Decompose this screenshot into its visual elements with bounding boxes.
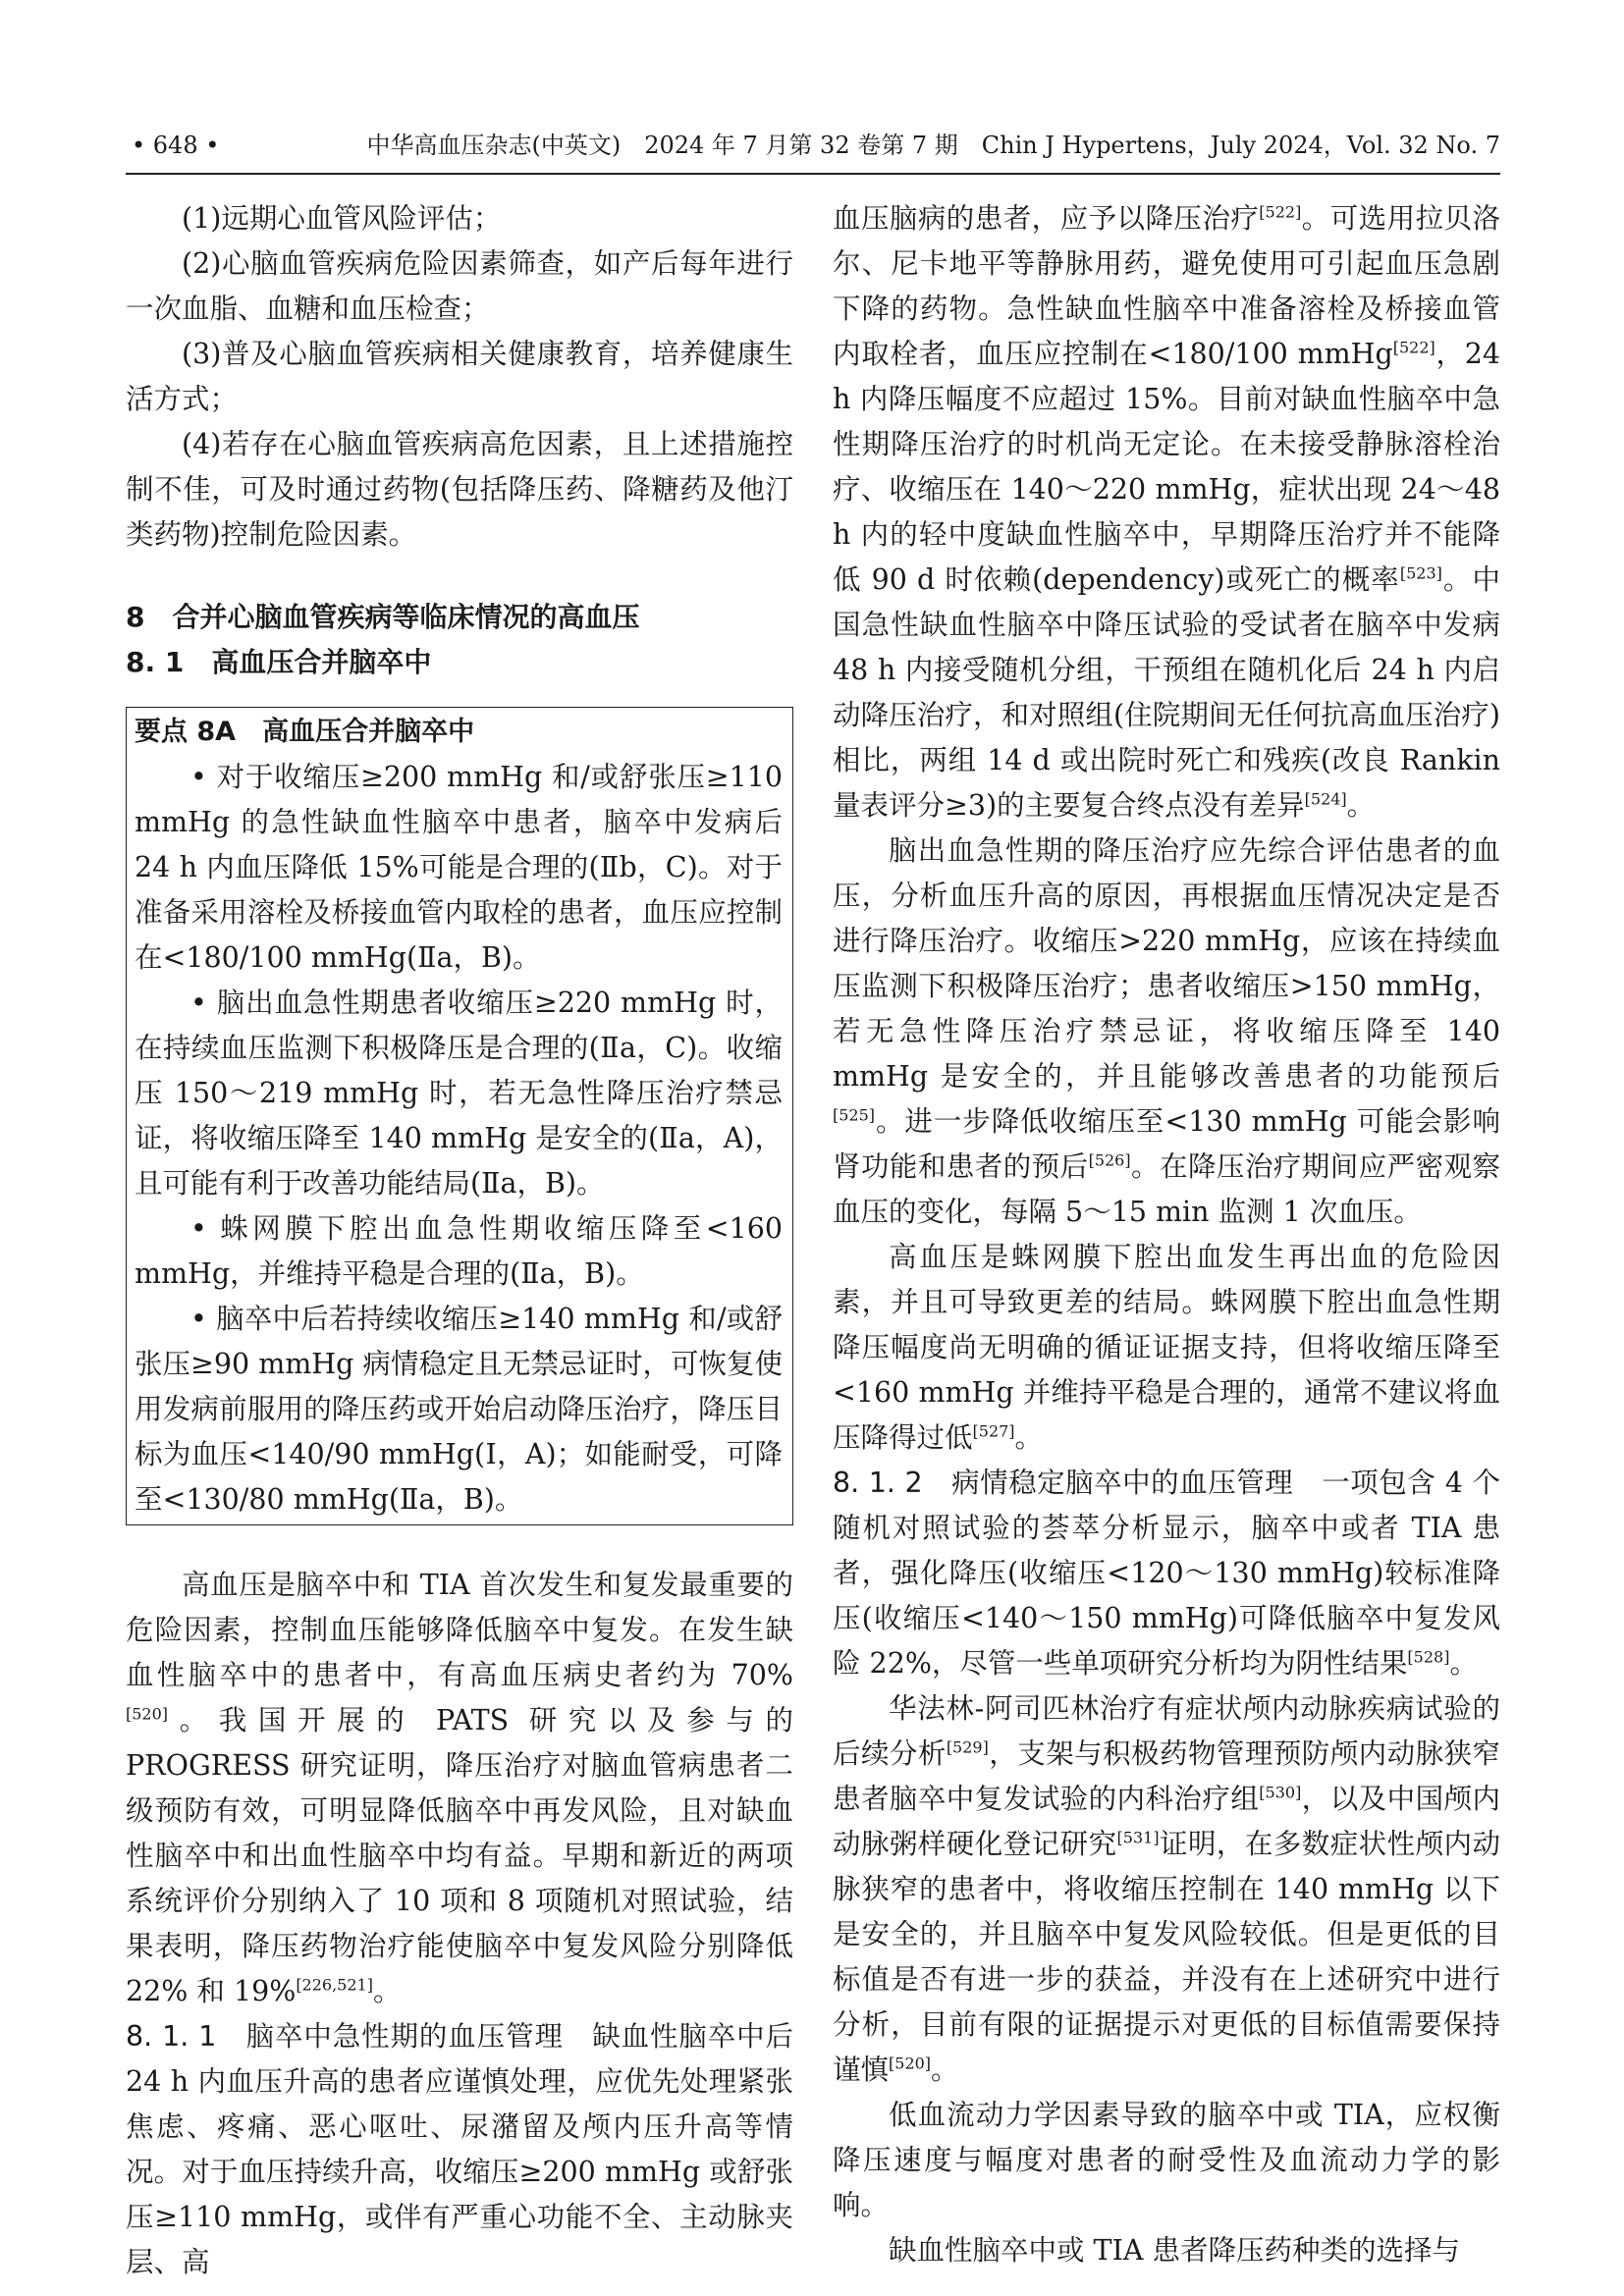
key-point-1: • 对于收缩压≥200 mmHg 和/或舒张压≥110 mmHg 的急性缺血性脑卒中患者，脑卒中发病后 24 h 内血压降低 15%可能是合理的(Ⅱb，C)。对于准备采用溶栓及桥接血管内取栓的患者，血压应控制在<180/100 mmHg(Ⅱa，B)。 <box>135 761 783 974</box>
body-paragraph: 血压脑病的患者，应予以降压治疗[522]。可选用拉贝洛尔、尼卡地平等静脉用药，避免使用可引起血压急剧下降的药物。急性缺血性脑卒中准备溶栓及桥接血管内取栓者，血压应控制在<180/100 mmHg[522]，24 h 内降压幅度不应超过 15%。目前对缺血性脑卒中急性期降压治疗的时机尚无定论。在未接受静脉溶栓治疗、收缩压在 140～220 mmHg，症状出现 24～48 h 内的轻中度缺血性脑卒中，早期降压治疗并不能降低 90 d 时依赖(dependency)或死亡的概率[523]。中国急性缺血性脑卒中降压试验的受试者在脑卒中发病 48 h 内接受随机分组，干预组在随机化后 24 h 内启动降压治疗，和对照组(住院期间无任何抗高血压治疗)相比，两组 14 d 或出院时死亡和残疾(改良 Rankin 量表评分≥3)的主要复合终点没有差异[524]。 <box>833 202 1500 822</box>
subsection-heading: 8. 1. 1 脑卒中急性期的血压管理 <box>126 2020 564 2053</box>
body-paragraph: 脑出血急性期的降压治疗应先综合评估患者的血压，分析血压升高的原因，再根据血压情况决定是否进行降压治疗。收缩压>220 mmHg，应该在持续血压监测下积极降压治疗；患者收缩压>150 mmHg，若无急性降压治疗禁忌证，将收缩压降至 140 mmHg 是安全的，并且能够改善患者的功能预后[525]。进一步降低收缩压至<130 mmHg 可能会影响肾功能和患者的预后[526]。在降压治疗期间应严密观察血压的变化，每隔 5～15 min 监测 1 次血压。 <box>833 834 1500 1228</box>
page-number: • 648 • <box>132 132 220 159</box>
key-points-title: 要点 8A 高血压合并脑卒中 <box>135 717 475 747</box>
subsection-8-1-1: 8. 1. 1 脑卒中急性期的血压管理 缺血性脑卒中后 24 h 内血压升高的患者应谨慎处理，应优先处理紧张焦虑、疼痛、恶心呕吐、尿潴留及颅内压升高等情况。对于血压持续升高，收缩压≥200 mmHg 或舒张压≥110 mmHg，或伴有严重心功能不全、主动脉夹层、高 <box>126 2020 793 2278</box>
right-column <box>833 196 1500 2273</box>
section-heading-8-1: 8. 1 高血压合并脑卒中 <box>126 646 432 678</box>
citation-ref: [527] <box>972 1421 1015 1441</box>
key-point-3: • 蛛网膜下腔出血急性期收缩压降至<160 mmHg，并维持平稳是合理的(Ⅱa，B)。 <box>135 1212 783 1290</box>
citation-ref: [529] <box>946 1737 989 1757</box>
citation-ref: [522] <box>1392 338 1435 357</box>
key-point-2: • 脑出血急性期患者收缩压≥220 mmHg 时，在持续血压监测下积极降压是合理的(Ⅱa，C)。收缩压 150～219 mmHg 时，若无急性降压治疗禁忌证，将收缩压降至 140 mmHg 是安全的(Ⅱa，A)，且可能有利于改善功能结局(Ⅱa，B)。 <box>135 987 783 1200</box>
citation-ref: [531] <box>1116 1828 1160 1847</box>
citation-ref: [520] <box>126 1704 169 1724</box>
journal-citation: 中华高血压杂志(中英文) 2024 年 7 月第 32 卷第 7 期 Chin J Hypertens，July 2024，Vol. 32 No. 7 <box>366 132 1500 159</box>
key-points-box <box>126 707 793 1525</box>
subsection-8-1-2: 8. 1. 2 病情稳定脑卒中的血压管理 一项包含 4 个随机对照试验的荟萃分析显示，脑卒中或者 TIA 患者，强化降压(收缩压<120～130 mmHg)较标准降压(收缩压<140～150 mmHg)可降低脑卒中复发风险 22%，尽管一些单项研究分析均为阴性结果[528]。 <box>833 1467 1500 1680</box>
citation-ref: [523] <box>1399 563 1442 583</box>
header-rule <box>126 173 1500 175</box>
citation-ref: [525] <box>833 1105 876 1125</box>
section-heading-8: 8 合并心脑血管疾病等临床情况的高血压 <box>126 601 640 633</box>
left-column <box>126 196 793 2285</box>
citation-ref: [528] <box>1407 1647 1450 1667</box>
citation-ref: [530] <box>1259 1783 1302 1802</box>
citation-ref: [522] <box>1259 202 1302 222</box>
citation-ref: [520] <box>889 2054 932 2073</box>
body-paragraph: 高血压是蛛网膜下腔出血发生再出血的危险因素，并且可导致更差的结局。蛛网膜下腔出血急性期降压幅度尚无明确的循证证据支持，但将收缩压降至<160 mmHg 并维持平稳是合理的，通常不建议将血压降得过低[527]。 <box>833 1241 1500 1454</box>
list-item-1: (1)远期心血管风险评估； <box>182 202 502 235</box>
body-paragraph: 缺血性脑卒中或 TIA 患者降压药种类的选择与 <box>889 2234 1460 2267</box>
list-item-4: (4)若存在心脑血管疾病高危因素，且上述措施控制不佳，可及时通过药物(包括降压药、降糖药及他汀类药物)控制危险因素。 <box>126 428 793 551</box>
body-paragraph: 华法林-阿司匹林治疗有症状颅内动脉疾病试验的后续分析[529]，支架与积极药物管理预防颅内动脉狭窄患者脑卒中复发试验的内科治疗组[530]，以及中国颅内动脉粥样硬化登记研究[531]证明，在多数症状性颅内动脉狭窄的患者中，将收缩压控制在 140 mmHg 以下是安全的，并且脑卒中复发风险较低。但是更低的目标值是否有进一步的获益，并没有在上述研究中进行分析，目前有限的证据提示对更低的目标值需要保持谨慎[520]。 <box>833 1692 1500 2086</box>
list-item-3: (3)普及心脑血管疾病相关健康教育，培养健康生活方式； <box>126 338 793 415</box>
subsection-heading: 8. 1. 2 病情稳定脑卒中的血压管理 <box>833 1467 1294 1499</box>
citation-ref: [526] <box>1088 1150 1131 1170</box>
list-item-2: (2)心脑血管疾病危险因素筛查，如产后每年进行一次血脂、血糖和血压检查； <box>126 247 793 325</box>
citation-ref: [226,521] <box>296 1975 373 1995</box>
running-header <box>126 126 1500 165</box>
body-paragraph: 高血压是脑卒中和 TIA 首次发生和复发最重要的危险因素，控制血压能够降低脑卒中复发。在发生缺血性脑卒中的患者中，有高血压病史者约为 70%[520]。我国开展的 PATS 研究以及参与的 PROGRESS 研究证明，降压治疗对脑血管病患者二级预防有效，可明显降低脑卒中再发风险，且对缺血性脑卒中和出血性脑卒中均有益。早期和新近的两项系统评价分别纳入了 10 项和 8 项随机对照试验，结果表明，降压药物治疗能使脑卒中复发风险分别降低 22% 和 19%[226,521]。 <box>126 1569 793 2007</box>
body-paragraph: 低血流动力学因素导致的脑卒中或 TIA，应权衡降压速度与幅度对患者的耐受性及血流动力学的影响。 <box>833 2099 1500 2221</box>
citation-ref: [524] <box>1304 789 1347 809</box>
key-point-4: • 脑卒中后若持续收缩压≥140 mmHg 和/或舒张压≥90 mmHg 病情稳定且无禁忌证时，可恢复使用发病前服用的降压药或开始启动降压治疗，降压目标为血压<140/90 mmHg(Ⅰ，A)；如能耐受，可降至<130/80 mmHg(Ⅱa，B)。 <box>135 1303 783 1516</box>
